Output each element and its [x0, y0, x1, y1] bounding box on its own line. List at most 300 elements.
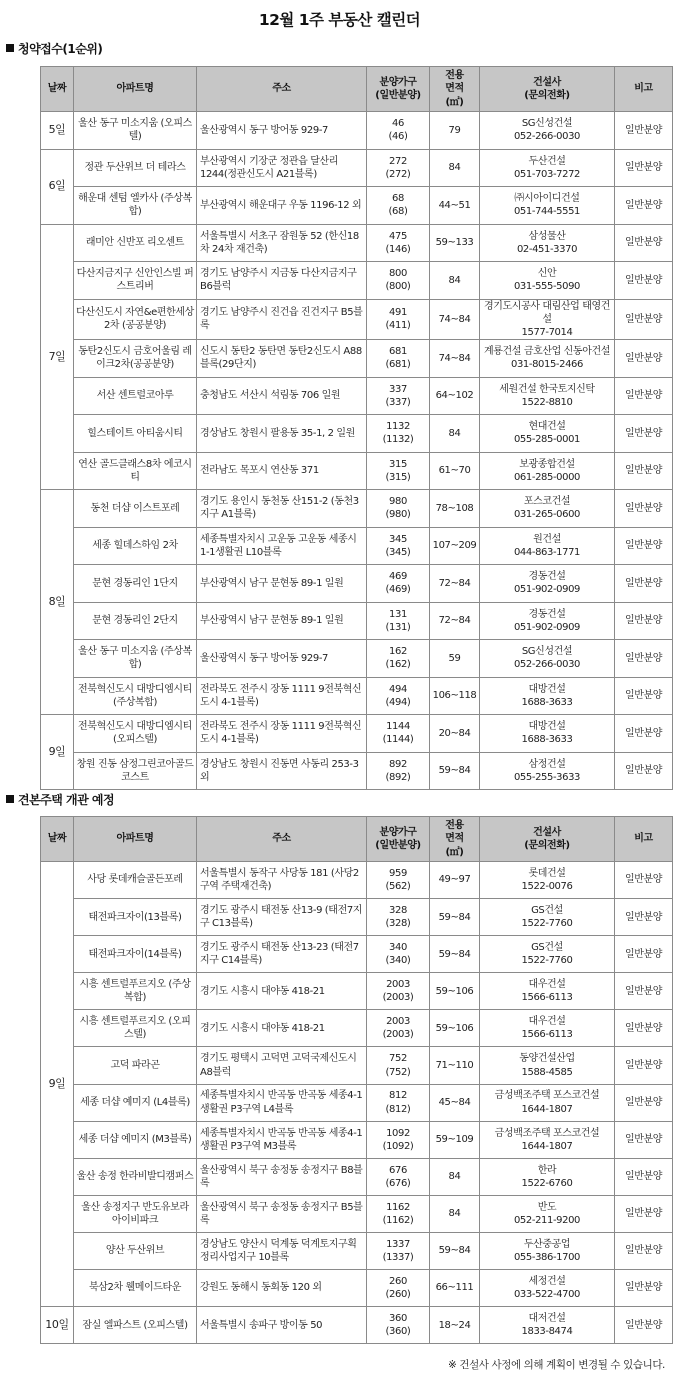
table-row [41, 1195, 673, 1232]
note-cell: 일반분양 [615, 1232, 673, 1269]
apartment-name-cell: 동탄2신도시 금호어울림 레이크2차(공공분양) [74, 340, 197, 378]
builder-phone: 1566-6113 [521, 1029, 573, 1041]
apartment-name-cell: 정관 두산위브 더 테라스 [74, 149, 197, 187]
units-general: (340) [385, 955, 411, 967]
note-cell: 일반분양 [615, 973, 673, 1010]
apartment-name-cell: 고덕 파라곤 [74, 1047, 197, 1084]
builder-phone: 1833-8474 [521, 1326, 573, 1338]
address-cell: 경기도 시흥시 대야동 418-21 [197, 973, 367, 1010]
units-cell [367, 973, 430, 1010]
builder-cell [480, 640, 615, 678]
table-row [41, 299, 673, 340]
builder-cell [480, 677, 615, 715]
date-cell: 7일 [41, 224, 74, 490]
builder-name: 보광종합건설 [519, 458, 575, 470]
builder-name: 삼정건설 [528, 758, 566, 770]
model-house-table [40, 816, 673, 1344]
table-row [41, 187, 673, 225]
units-cell [367, 527, 430, 565]
note-cell: 일반분양 [615, 340, 673, 378]
units-total: 469 [389, 571, 407, 583]
table-row [41, 1121, 673, 1158]
area-cell: 59~133 [430, 224, 480, 262]
builder-cell [480, 715, 615, 753]
apartment-name-cell: 태전파크자이(14블록) [74, 936, 197, 973]
address-cell: 경기도 남양주시 지금동 다산지금지구 B6블럭 [197, 262, 367, 300]
units-cell [367, 1232, 430, 1269]
builder-cell [480, 452, 615, 490]
date-cell: 6일 [41, 149, 74, 224]
builder-cell [480, 149, 615, 187]
table-row [41, 377, 673, 415]
apartment-name-cell: 전북혁신도시 대방디엠시티 (오피스텔) [74, 715, 197, 753]
units-general: (892) [385, 771, 411, 783]
builder-phone: 1688-3633 [521, 696, 573, 708]
address-cell: 세종특별자치시 반곡동 반곡동 세종4-1생활권 P3구역 M3블록 [197, 1121, 367, 1158]
builder-phone: 052-266-0030 [513, 659, 581, 671]
table-row [41, 1270, 673, 1307]
units-cell [367, 1121, 430, 1158]
builder-name: 한라 [537, 1164, 557, 1176]
subscription-table [40, 66, 673, 790]
builder-cell [480, 1084, 615, 1121]
table-row [41, 415, 673, 453]
units-cell [367, 490, 430, 528]
area-cell: 44~51 [430, 187, 480, 225]
area-cell: 59~109 [430, 1121, 480, 1158]
address-cell: 경기도 남양주시 진건읍 진건지구 B5블록 [197, 299, 367, 340]
builder-name: SG신성건설 [521, 646, 573, 658]
builder-name: 대우건설 [528, 979, 566, 991]
note-cell: 일반분양 [615, 936, 673, 973]
table-row [41, 752, 673, 790]
units-general: (752) [385, 1066, 411, 1078]
area-cell: 45~84 [430, 1084, 480, 1121]
units-total: 494 [389, 683, 407, 695]
builder-phone: 055-386-1700 [513, 1251, 581, 1263]
builder-name: 두산중공업 [523, 1238, 571, 1250]
units-general: (469) [385, 584, 411, 596]
col-apt-header: 아파트명 [74, 67, 197, 112]
area-cell: 20~84 [430, 715, 480, 753]
area-cell: 78~108 [430, 490, 480, 528]
builder-cell [480, 262, 615, 300]
units-total: 491 [389, 307, 407, 319]
table-row [41, 862, 673, 899]
area-cell: 72~84 [430, 565, 480, 603]
builder-name: 신안 [537, 268, 557, 280]
builder-phone: 1522-0076 [521, 881, 573, 893]
table-row [41, 262, 673, 300]
apartment-name-cell: 동천 더샵 이스트포레 [74, 490, 197, 528]
builder-phone: 051-902-0909 [513, 621, 581, 633]
col-date-header: 날짜 [41, 67, 74, 112]
address-cell: 울산광역시 동구 방어동 929-7 [197, 112, 367, 150]
area-cell: 84 [430, 1195, 480, 1232]
area-cell: 84 [430, 1158, 480, 1195]
units-cell [367, 715, 430, 753]
apartment-name-cell: 세종 더샵 예미지 (M3블록) [74, 1121, 197, 1158]
units-total: 812 [389, 1090, 407, 1102]
address-cell: 전라북도 전주시 장동 1111 9전북혁신도시 4-1블록) [197, 677, 367, 715]
table-row [41, 899, 673, 936]
col-area-header: 전용 면적 (㎡) [430, 67, 480, 112]
units-general: (131) [385, 621, 411, 633]
units-cell [367, 1084, 430, 1121]
builder-name: 세원건설 한국토지신탁 [499, 383, 595, 395]
date-cell: 9일 [41, 715, 74, 790]
builder-cell [480, 1232, 615, 1269]
note-cell: 일반분양 [615, 527, 673, 565]
table-row [41, 112, 673, 150]
units-cell [367, 149, 430, 187]
table-row [41, 565, 673, 603]
units-general: (411) [385, 320, 411, 332]
units-general: (260) [385, 1289, 411, 1301]
builder-phone: 051-703-7272 [513, 168, 581, 180]
area-cell: 18~24 [430, 1307, 480, 1344]
units-total: 676 [389, 1164, 407, 1176]
address-cell: 울산광역시 북구 송정동 송정지구 B8블록 [197, 1158, 367, 1195]
builder-cell [480, 1195, 615, 1232]
builder-name: 금성백조주택 포스코건설 [494, 1127, 600, 1139]
apartment-name-cell: 사당 롯데캐슬골든포레 [74, 862, 197, 899]
builder-name: 대저건설 [528, 1312, 566, 1324]
date-cell: 5일 [41, 112, 74, 150]
units-cell [367, 1307, 430, 1344]
builder-phone: 033-522-4700 [513, 1289, 581, 1301]
builder-phone: 061-285-0000 [513, 471, 581, 483]
units-total: 752 [389, 1053, 407, 1065]
area-cell: 74~84 [430, 299, 480, 340]
table-row [41, 973, 673, 1010]
table-row [41, 527, 673, 565]
builder-name: 대방건설 [528, 683, 566, 695]
note-cell: 일반분양 [615, 112, 673, 150]
builder-phone: 051-902-0909 [513, 584, 581, 596]
address-cell: 세종특별자치시 고운동 고운동 세종시 1-1생활권 L10블록 [197, 527, 367, 565]
builder-cell [480, 1121, 615, 1158]
units-total: 475 [389, 230, 407, 242]
area-cell: 59 [430, 640, 480, 678]
note-cell: 일반분양 [615, 377, 673, 415]
units-general: (1337) [382, 1251, 414, 1263]
col-note-header: 비고 [615, 817, 673, 862]
note-cell: 일반분양 [615, 1010, 673, 1047]
builder-name: 원건설 [533, 533, 561, 545]
builder-name: 두산건설 [528, 155, 566, 167]
units-cell [367, 340, 430, 378]
note-cell: 일반분양 [615, 715, 673, 753]
units-general: (46) [388, 131, 408, 143]
units-cell [367, 862, 430, 899]
units-general: (272) [385, 168, 411, 180]
builder-name: 현대건설 [528, 421, 566, 433]
units-cell [367, 899, 430, 936]
builder-name: GS건설 [531, 942, 563, 954]
area-cell: 106~118 [430, 677, 480, 715]
units-general: (2003) [382, 1029, 414, 1041]
units-general: (146) [385, 243, 411, 255]
builder-phone: 055-255-3633 [513, 771, 581, 783]
note-cell: 일반분양 [615, 1270, 673, 1307]
note-cell: 일반분양 [615, 299, 673, 340]
note-cell: 일반분양 [615, 490, 673, 528]
units-general: (315) [385, 471, 411, 483]
col-builder-header: 건설사 (문의전화) [480, 67, 615, 112]
note-cell: 일반분양 [615, 262, 673, 300]
units-total: 980 [389, 496, 407, 508]
units-cell [367, 936, 430, 973]
builder-phone: 1522-8810 [521, 396, 573, 408]
apartment-name-cell: 시흥 센트럴푸르지오 (주상복합) [74, 973, 197, 1010]
units-general: (360) [385, 1326, 411, 1338]
address-cell: 울산광역시 북구 송정동 송정지구 B5블록 [197, 1195, 367, 1232]
builder-phone: 055-285-0001 [513, 434, 581, 446]
square-bullet-icon [6, 795, 14, 803]
table-row [41, 340, 673, 378]
builder-phone: 1522-6760 [521, 1177, 573, 1189]
units-cell [367, 602, 430, 640]
builder-cell [480, 415, 615, 453]
units-cell [367, 640, 430, 678]
units-cell [367, 1158, 430, 1195]
units-total: 1162 [386, 1201, 410, 1213]
square-bullet-icon [6, 44, 14, 52]
note-cell: 일반분양 [615, 752, 673, 790]
units-cell [367, 377, 430, 415]
area-cell: 64~102 [430, 377, 480, 415]
apartment-name-cell: 울산 동구 미소지움 (주상복합) [74, 640, 197, 678]
units-total: 892 [389, 758, 407, 770]
date-cell: 8일 [41, 490, 74, 715]
builder-name: 포스코건설 [523, 496, 571, 508]
units-general: (562) [385, 881, 411, 893]
units-total: 1144 [386, 721, 410, 733]
note-cell: 일반분양 [615, 565, 673, 603]
builder-phone: 052-211-9200 [513, 1214, 581, 1226]
units-general: (328) [385, 918, 411, 930]
units-cell [367, 565, 430, 603]
builder-phone: 1644-1807 [521, 1103, 573, 1115]
address-cell: 부산광역시 해운대구 우동 1196-12 외 [197, 187, 367, 225]
note-cell: 일반분양 [615, 1195, 673, 1232]
note-cell: 일반분양 [615, 224, 673, 262]
address-cell: 울산광역시 동구 방어동 929-7 [197, 640, 367, 678]
table-row [41, 715, 673, 753]
builder-name: 세정건설 [528, 1275, 566, 1287]
table-row [41, 602, 673, 640]
units-cell [367, 1047, 430, 1084]
area-cell: 84 [430, 149, 480, 187]
col-addr-header: 주소 [197, 817, 367, 862]
area-cell: 61~70 [430, 452, 480, 490]
note-cell: 일반분양 [615, 1121, 673, 1158]
apartment-name-cell: 울산 송정 한라비발디캠퍼스 [74, 1158, 197, 1195]
builder-cell [480, 899, 615, 936]
note-cell: 일반분양 [615, 1047, 673, 1084]
builder-name: 경동건설 [528, 571, 566, 583]
units-cell [367, 752, 430, 790]
builder-name: ㈜시아이디건설 [514, 193, 580, 205]
units-total: 337 [389, 383, 407, 395]
area-cell: 49~97 [430, 862, 480, 899]
units-cell [367, 1010, 430, 1047]
units-cell [367, 224, 430, 262]
apartment-name-cell: 태전파크자이(13블록) [74, 899, 197, 936]
builder-cell [480, 1158, 615, 1195]
address-cell: 충청남도 서산시 석림동 706 일원 [197, 377, 367, 415]
col-units-header: 분양가구 (일반분양) [367, 67, 430, 112]
units-general: (68) [388, 206, 408, 218]
builder-name: SG신성건설 [521, 118, 573, 130]
builder-cell [480, 1307, 615, 1344]
apartment-name-cell: 다산지금지구 신안인스빌 퍼스트리버 [74, 262, 197, 300]
area-cell: 59~84 [430, 899, 480, 936]
units-total: 162 [389, 646, 407, 658]
units-general: (2003) [382, 992, 414, 1004]
col-units-header: 분양가구 (일반분양) [367, 817, 430, 862]
table-row [41, 936, 673, 973]
builder-cell [480, 1010, 615, 1047]
address-cell: 서울특별시 송파구 방이동 50 [197, 1307, 367, 1344]
units-general: (800) [385, 281, 411, 293]
builder-cell [480, 602, 615, 640]
address-cell: 서울특별시 동작구 사당동 181 (사당2구역 주택재건축) [197, 862, 367, 899]
units-cell [367, 1270, 430, 1307]
units-cell [367, 415, 430, 453]
units-cell [367, 299, 430, 340]
builder-phone: 031-555-5090 [513, 281, 581, 293]
apartment-name-cell: 문현 경동리인 2단지 [74, 602, 197, 640]
area-cell: 59~106 [430, 1010, 480, 1047]
col-apt-header: 아파트명 [74, 817, 197, 862]
note-cell: 일반분양 [615, 1307, 673, 1344]
builder-name: 대우건설 [528, 1016, 566, 1028]
area-cell: 59~84 [430, 1232, 480, 1269]
area-cell: 59~106 [430, 973, 480, 1010]
table-row [41, 452, 673, 490]
builder-phone: 1522-7760 [521, 918, 573, 930]
units-general: (337) [385, 396, 411, 408]
table-row [41, 1084, 673, 1121]
apartment-name-cell: 울산 동구 미소지움 (오피스텔) [74, 112, 197, 150]
table-row [41, 1307, 673, 1344]
builder-cell [480, 377, 615, 415]
apartment-name-cell: 북삼2차 웰메이드타운 [74, 1270, 197, 1307]
area-cell: 84 [430, 415, 480, 453]
address-cell: 경기도 광주시 태전동 산13-23 (태전7지구 C14블록) [197, 936, 367, 973]
builder-cell [480, 187, 615, 225]
builder-cell [480, 112, 615, 150]
apartment-name-cell: 래미안 신반포 리오센트 [74, 224, 197, 262]
area-cell: 71~110 [430, 1047, 480, 1084]
col-builder-header: 건설사 (문의전화) [480, 817, 615, 862]
page-title: 12월 1주 부동산 캘린더 [258, 11, 421, 29]
builder-cell [480, 340, 615, 378]
builder-name: 반도 [537, 1201, 557, 1213]
builder-phone: 051-744-5551 [513, 206, 581, 218]
builder-phone: 1588-4585 [521, 1066, 573, 1078]
units-general: (345) [385, 546, 411, 558]
builder-name: 롯데건설 [528, 867, 566, 879]
builder-phone: 1566-6113 [521, 992, 573, 1004]
builder-name: 경기도시공사 대림산업 태영건설 [484, 300, 610, 325]
units-general: (676) [385, 1177, 411, 1189]
col-note-header: 비고 [615, 67, 673, 112]
apartment-name-cell: 전북혁신도시 대방디엠시티 (주상복합) [74, 677, 197, 715]
builder-phone: 031-265-0600 [513, 509, 581, 521]
apartment-name-cell: 울산 송정지구 반도유보라 아이비파크 [74, 1195, 197, 1232]
builder-name: 금성백조주택 포스코건설 [494, 1090, 600, 1102]
col-date-header: 날짜 [41, 817, 74, 862]
address-cell: 세종특별자치시 반곡동 반곡동 세종4-1생활권 P3구역 L4블록 [197, 1084, 367, 1121]
units-general: (494) [385, 696, 411, 708]
table-row [41, 1047, 673, 1084]
address-cell: 전라북도 전주시 장동 1111 9전북혁신도시 4-1블록) [197, 715, 367, 753]
note-cell: 일반분양 [615, 149, 673, 187]
builder-phone: 044-863-1771 [513, 546, 581, 558]
note-cell: 일반분양 [615, 1084, 673, 1121]
apartment-name-cell: 연산 골드클래스8차 에코시티 [74, 452, 197, 490]
builder-cell [480, 490, 615, 528]
builder-phone: 02-451-3370 [516, 243, 578, 255]
table-row [41, 224, 673, 262]
address-cell: 경상남도 창원시 진동면 사동리 253-3 외 [197, 752, 367, 790]
units-total: 1092 [386, 1127, 410, 1139]
units-cell [367, 112, 430, 150]
apartment-name-cell: 세종 힐데스하임 2차 [74, 527, 197, 565]
units-total: 2003 [386, 1016, 410, 1028]
units-total: 46 [392, 118, 404, 130]
apartment-name-cell: 서산 센트럴코아루 [74, 377, 197, 415]
table-header-row [41, 67, 673, 112]
builder-phone: 1522-7760 [521, 955, 573, 967]
builder-cell [480, 862, 615, 899]
address-cell: 전라남도 목포시 연산동 371 [197, 452, 367, 490]
area-cell: 66~111 [430, 1270, 480, 1307]
units-total: 260 [389, 1275, 407, 1287]
builder-name: 계룡건설 금호산업 신동아건설 [484, 346, 610, 358]
builder-cell [480, 1270, 615, 1307]
note-cell: 일반분양 [615, 415, 673, 453]
builder-name: 동양건설산업 [519, 1053, 575, 1065]
table-row [41, 490, 673, 528]
section-heading-model-house [6, 791, 114, 808]
area-cell: 72~84 [430, 602, 480, 640]
builder-cell [480, 752, 615, 790]
table-row [41, 1010, 673, 1047]
area-cell: 79 [430, 112, 480, 150]
note-cell: 일반분양 [615, 187, 673, 225]
col-addr-header: 주소 [197, 67, 367, 112]
units-total: 272 [389, 155, 407, 167]
units-total: 800 [389, 268, 407, 280]
area-cell: 84 [430, 262, 480, 300]
builder-cell [480, 936, 615, 973]
address-cell: 부산광역시 기장군 정관읍 달산리 1244(정관신도시 A21블록) [197, 149, 367, 187]
builder-cell [480, 1047, 615, 1084]
units-cell [367, 187, 430, 225]
note-cell: 일반분양 [615, 899, 673, 936]
units-total: 959 [389, 867, 407, 879]
builder-cell [480, 224, 615, 262]
address-cell: 강원도 동해시 동회동 120 외 [197, 1270, 367, 1307]
note-cell: 일반분양 [615, 602, 673, 640]
address-cell: 신도시 동탄2 동탄면 동탄2신도시 A88블록(29단지) [197, 340, 367, 378]
builder-name: 삼성물산 [528, 230, 566, 242]
apartment-name-cell: 해운대 센텀 엘카사 (주상복합) [74, 187, 197, 225]
